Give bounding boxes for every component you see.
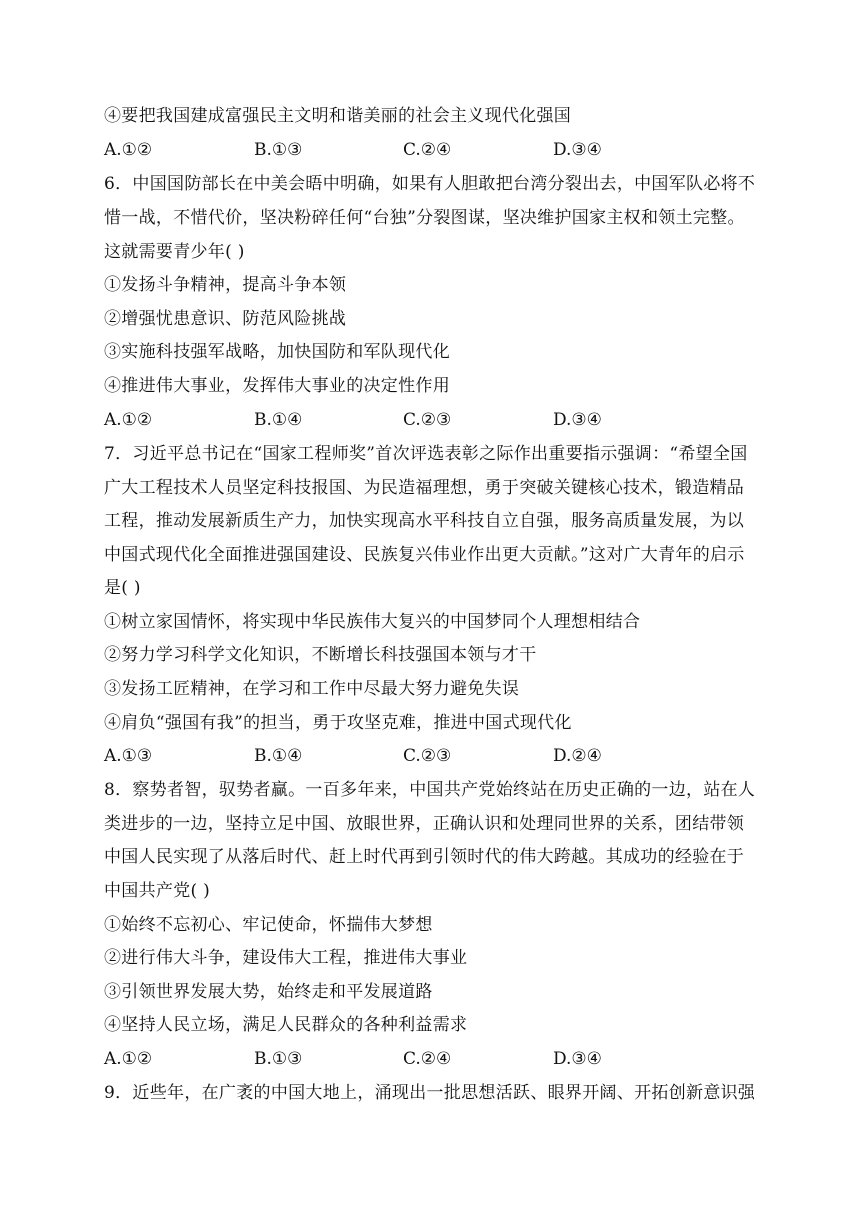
q6-stem-line-1: 6．中国国防部长在中美会晤中明确，如果有人胆敢把台湾分裂出去，中国军队必将不 xyxy=(104,174,756,194)
q6-options xyxy=(104,408,784,432)
q5-option-d: D.③④ xyxy=(553,140,602,160)
q7-stem-line-3: 工程，推动发展新质生产力，加快实现高水平科技自立自强，服务高质量发展，为以 xyxy=(104,511,745,531)
q5-statement-4: ④要把我国建成富强民主文明和谐美丽的社会主义现代化强国 xyxy=(104,106,572,126)
q5-option-b: B.①③ xyxy=(254,140,303,160)
q8-stem-line-4: 中国共产党( ) xyxy=(104,881,211,901)
q6-statement-3: ③实施科技强军战略，加快国防和军队现代化 xyxy=(104,342,450,362)
q8-option-a: A.①② xyxy=(104,1049,153,1069)
q6-option-c: C.②③ xyxy=(403,410,452,430)
q8-option-d: D.③④ xyxy=(553,1049,602,1069)
q7-option-b: B.①④ xyxy=(254,746,303,766)
q7-stem-line-1: 7．习近平总书记在“国家工程师奖”首次评选表彰之际作出重要指示强调：“希望全国 xyxy=(104,444,748,464)
q6-statement-1: ①发扬斗争精神，提高斗争本领 xyxy=(104,275,347,295)
q9-stem-line-1: 9．近些年，在广袤的中国大地上，涌现出一批思想活跃、眼界开阔、开拓创新意识强 xyxy=(104,1083,756,1103)
q5-option-a: A.①② xyxy=(104,140,153,160)
q6-option-b: B.①④ xyxy=(254,410,303,430)
q6-option-d: D.③④ xyxy=(553,410,602,430)
q7-option-d: D.②④ xyxy=(553,746,602,766)
q8-option-b: B.①③ xyxy=(254,1049,303,1069)
q6-statement-2: ②增强忧患意识、防范风险挑战 xyxy=(104,309,347,329)
q7-stem-line-2: 广大工程技术人员坚定科技报国、为民造福理想，勇于突破关键核心技术，锻造精品 xyxy=(104,478,745,498)
q6-statement-4: ④推进伟大事业，发挥伟大事业的决定性作用 xyxy=(104,376,450,396)
q7-statement-1: ①树立家国情怀，将实现中华民族伟大复兴的中国梦同个人理想相结合 xyxy=(104,612,641,632)
q7-statement-2: ②努力学习科学文化知识，不断增长科技强国本领与才干 xyxy=(104,645,537,665)
q8-stem-line-2: 类进步的一边，坚持立足中国、放眼世界，正确认识和处理同世界的关系，团结带领 xyxy=(104,814,745,834)
q5-options xyxy=(104,138,784,162)
q6-stem-line-3: 这就需要青少年( ) xyxy=(104,242,245,262)
q7-option-a: A.①③ xyxy=(104,746,153,766)
q5-option-c: C.②④ xyxy=(403,140,452,160)
q8-statement-1: ①始终不忘初心、牢记使命，怀揣伟大梦想 xyxy=(104,915,433,935)
q7-option-c: C.②③ xyxy=(403,746,452,766)
q7-stem-line-4: 中国式现代化全面推进强国建设、民族复兴伟业作出更大贡献。”这对广大青年的启示 xyxy=(104,545,745,565)
q8-options xyxy=(104,1047,784,1071)
q6-option-a: A.①② xyxy=(104,410,153,430)
q7-statement-4: ④肩负“强国有我”的担当，勇于攻坚克难，推进中国式现代化 xyxy=(104,713,572,733)
q7-statement-3: ③发扬工匠精神，在学习和工作中尽最大努力避免失误 xyxy=(104,679,520,699)
q8-statement-4: ④坚持人民立场，满足人民群众的各种利益需求 xyxy=(104,1015,468,1035)
q8-stem-line-1: 8．察势者智，驭势者赢。一百多年来，中国共产党始终站在历史正确的一边，站在人 xyxy=(104,780,756,800)
q8-statement-3: ③引领世界发展大势，始终走和平发展道路 xyxy=(104,982,433,1002)
q7-options xyxy=(104,744,784,768)
q8-stem-line-3: 中国人民实现了从落后时代、赶上时代再到引领时代的伟大跨越。其成功的经验在于 xyxy=(104,847,745,867)
q6-stem-line-2: 惜一战，不惜代价，坚决粉碎任何“台独”分裂图谋，坚决维护国家主权和领土完整。 xyxy=(104,208,745,228)
q7-stem-line-5: 是( ) xyxy=(104,578,141,598)
q8-option-c: C.②④ xyxy=(403,1049,452,1069)
q8-statement-2: ②进行伟大斗争，建设伟大工程，推进伟大事业 xyxy=(104,948,468,968)
